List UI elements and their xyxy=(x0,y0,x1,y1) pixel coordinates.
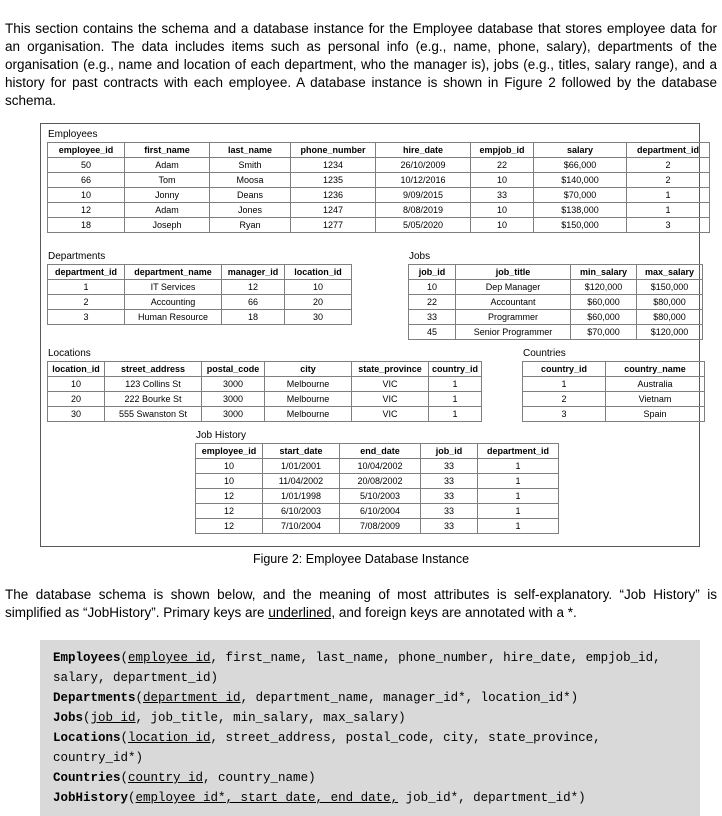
table-cell: 30 xyxy=(48,407,105,422)
countries-table-title: Countries xyxy=(523,348,566,359)
table-cell: 1 xyxy=(478,504,559,519)
text-segment: job_id xyxy=(90,711,136,725)
table-cell: 22 xyxy=(409,295,456,310)
table-row xyxy=(48,280,352,295)
table-cell: 33 xyxy=(421,504,478,519)
table-cell: $120,000 xyxy=(637,325,703,340)
column-header: last_name xyxy=(210,143,291,158)
table-cell: 50 xyxy=(48,158,125,173)
table-cell: IT Services xyxy=(125,280,222,295)
departments-table xyxy=(47,264,352,325)
locations-table-group xyxy=(47,348,482,422)
table-cell: VIC xyxy=(352,392,429,407)
table-cell: 1235 xyxy=(291,173,376,188)
schema-line-jobhistory xyxy=(53,788,687,808)
table-cell: 33 xyxy=(409,310,456,325)
table-cell: Melbourne xyxy=(265,407,352,422)
table-cell: Smith xyxy=(210,158,291,173)
table-cell: 12 xyxy=(196,504,263,519)
table-cell: $70,000 xyxy=(571,325,637,340)
table-row xyxy=(196,489,559,504)
text-segment: and foreign keys are annotated with a *. xyxy=(335,605,577,620)
table-row xyxy=(196,504,559,519)
table-cell: 2 xyxy=(627,158,710,173)
table-row xyxy=(48,188,710,203)
text-segment: location_id xyxy=(128,731,211,745)
table-cell: Accounting xyxy=(125,295,222,310)
table-cell: 10 xyxy=(471,173,534,188)
table-row xyxy=(523,407,705,422)
table-cell: 8/08/2019 xyxy=(376,203,471,218)
table-cell: Adam xyxy=(125,203,210,218)
text-segment: ( xyxy=(120,731,129,745)
table-cell: 20/08/2002 xyxy=(340,474,421,489)
column-header: department_id xyxy=(627,143,710,158)
table-cell: 18 xyxy=(222,310,285,325)
locations-table xyxy=(47,361,482,422)
table-row xyxy=(409,325,703,340)
table-cell: 10/12/2016 xyxy=(376,173,471,188)
text-segment: Jobs xyxy=(53,711,84,725)
table-cell: 1 xyxy=(627,203,710,218)
departments-table-group xyxy=(47,251,352,325)
column-header: department_id xyxy=(48,265,125,280)
text-segment: The database schema is shown below, and the meaning of most attributes is self-explanatory. “Job History” is simplified as “JobHistory”. Primary keys are xyxy=(5,587,717,620)
schema-line-departments xyxy=(53,688,687,708)
table-cell: 3000 xyxy=(202,377,265,392)
table-row xyxy=(48,295,352,310)
table-cell: Dep Manager xyxy=(456,280,571,295)
table-row xyxy=(48,407,482,422)
table-cell: 1 xyxy=(48,280,125,295)
table-cell: 10 xyxy=(48,377,105,392)
employees-table-group xyxy=(47,129,710,233)
table-cell: 6/10/2003 xyxy=(263,504,340,519)
header-row xyxy=(409,265,703,280)
table-cell: 11/04/2002 xyxy=(263,474,340,489)
table-row xyxy=(409,280,703,295)
table-cell: $140,000 xyxy=(534,173,627,188)
text-segment: ( xyxy=(128,791,136,805)
text-segment: job_id*, department_id*) xyxy=(398,791,586,805)
column-header: country_name xyxy=(606,362,705,377)
text-segment: Departments xyxy=(53,691,136,705)
table-row xyxy=(48,203,710,218)
table-cell: $66,000 xyxy=(534,158,627,173)
column-header: empjob_id xyxy=(471,143,534,158)
locations-table-title: Locations xyxy=(48,348,91,359)
schema-line-jobs xyxy=(53,708,687,728)
table-cell: Jones xyxy=(210,203,291,218)
table-cell: 1 xyxy=(523,377,606,392)
table-cell: 1234 xyxy=(291,158,376,173)
text-segment: , first_name, last_name, phone_number, hire_date, empjob_id, salary, department_id) xyxy=(53,651,661,685)
header-row xyxy=(48,143,710,158)
table-cell: VIC xyxy=(352,407,429,422)
text-segment: country_id xyxy=(128,771,204,785)
table-cell: 10 xyxy=(285,280,352,295)
text-segment: Employees xyxy=(53,651,121,665)
figure-box xyxy=(40,123,700,547)
table-cell: 3000 xyxy=(202,392,265,407)
table-cell: 18 xyxy=(48,218,125,233)
column-header: location_id xyxy=(48,362,105,377)
table-cell: $150,000 xyxy=(534,218,627,233)
column-header: postal_code xyxy=(202,362,265,377)
schema-paragraph xyxy=(5,586,717,622)
table-cell: Vietnam xyxy=(606,392,705,407)
column-header: phone_number xyxy=(291,143,376,158)
table-row xyxy=(48,218,710,233)
table-cell: Joseph xyxy=(125,218,210,233)
column-header: country_id xyxy=(523,362,606,377)
table-cell: 2 xyxy=(48,295,125,310)
table-cell: 66 xyxy=(48,173,125,188)
column-header: hire_date xyxy=(376,143,471,158)
table-cell: 1 xyxy=(429,407,482,422)
table-cell: 1 xyxy=(478,519,559,534)
jobs-table-title: Jobs xyxy=(409,251,431,262)
table-cell: 1 xyxy=(478,474,559,489)
employees-table-title: Employees xyxy=(48,129,98,140)
table-row xyxy=(523,377,705,392)
table-row xyxy=(196,519,559,534)
text-segment: department_id xyxy=(143,691,241,705)
column-header: job_id xyxy=(421,444,478,459)
jobs-table xyxy=(408,264,703,340)
table-cell: 555 Swanston St xyxy=(105,407,202,422)
table-cell: 12 xyxy=(222,280,285,295)
table-cell: $150,000 xyxy=(637,280,703,295)
figure-row-locations-countries xyxy=(47,348,693,422)
column-header: country_id xyxy=(429,362,482,377)
column-header: location_id xyxy=(285,265,352,280)
text-segment: employee_id xyxy=(128,651,211,665)
table-cell: 33 xyxy=(421,459,478,474)
table-cell: Senior Programmer xyxy=(456,325,571,340)
table-cell: Australia xyxy=(606,377,705,392)
table-cell: 1/01/1998 xyxy=(263,489,340,504)
column-header: job_id xyxy=(409,265,456,280)
column-header: first_name xyxy=(125,143,210,158)
table-cell: 26/10/2009 xyxy=(376,158,471,173)
table-cell: 1236 xyxy=(291,188,376,203)
text-segment: ( xyxy=(120,771,129,785)
table-cell: $80,000 xyxy=(637,295,703,310)
header-row xyxy=(48,265,352,280)
table-cell: 1 xyxy=(478,489,559,504)
text-segment: JobHistory xyxy=(53,791,129,805)
table-cell: 10 xyxy=(409,280,456,295)
table-row xyxy=(48,392,482,407)
table-cell: 33 xyxy=(421,519,478,534)
text-segment: , country_name) xyxy=(203,771,316,785)
table-cell: 1247 xyxy=(291,203,376,218)
table-cell: 20 xyxy=(48,392,105,407)
table-cell: Deans xyxy=(210,188,291,203)
table-cell: $60,000 xyxy=(571,295,637,310)
table-cell: 1 xyxy=(429,377,482,392)
table-cell: VIC xyxy=(352,377,429,392)
table-row xyxy=(409,295,703,310)
table-cell: 5/10/2003 xyxy=(340,489,421,504)
figure-row-departments-jobs xyxy=(47,251,693,340)
table-cell: Adam xyxy=(125,158,210,173)
employees-table xyxy=(47,142,710,233)
schema-line-countries xyxy=(53,768,687,788)
column-header: manager_id xyxy=(222,265,285,280)
table-cell: 7/08/2009 xyxy=(340,519,421,534)
table-cell: 66 xyxy=(222,295,285,310)
column-header: employee_id xyxy=(48,143,125,158)
figure-caption: Figure 2: Employee Database Instance xyxy=(252,552,470,566)
column-header: state_province xyxy=(352,362,429,377)
table-cell: 12 xyxy=(196,519,263,534)
jobs-table-group xyxy=(408,251,703,340)
figure-row-job-history xyxy=(47,430,693,534)
schema-line-locations xyxy=(53,728,687,768)
table-cell: $138,000 xyxy=(534,203,627,218)
table-cell: 1277 xyxy=(291,218,376,233)
schema-line-employees xyxy=(53,648,687,688)
table-cell: 6/10/2004 xyxy=(340,504,421,519)
table-cell: 1 xyxy=(627,188,710,203)
countries-table-group xyxy=(522,348,705,422)
table-cell: 10/04/2002 xyxy=(340,459,421,474)
text-segment: ( xyxy=(135,691,144,705)
column-header: job_title xyxy=(456,265,571,280)
job-history-table-group xyxy=(195,430,559,534)
table-cell: Spain xyxy=(606,407,705,422)
table-cell: 10 xyxy=(48,188,125,203)
table-cell: 10 xyxy=(196,474,263,489)
job-history-table xyxy=(195,443,559,534)
table-cell: $120,000 xyxy=(571,280,637,295)
table-cell: 12 xyxy=(48,203,125,218)
table-cell: Ryan xyxy=(210,218,291,233)
table-cell: 7/10/2004 xyxy=(263,519,340,534)
table-cell: Melbourne xyxy=(265,377,352,392)
table-cell: 33 xyxy=(471,188,534,203)
text-segment: Countries xyxy=(53,771,121,785)
schema-block xyxy=(40,640,700,816)
column-header: max_salary xyxy=(637,265,703,280)
text-segment: ( xyxy=(120,651,129,665)
table-row xyxy=(523,392,705,407)
table-cell: 3 xyxy=(627,218,710,233)
figure-row-employees xyxy=(47,129,699,233)
table-cell: $80,000 xyxy=(637,310,703,325)
column-header: employee_id xyxy=(196,444,263,459)
text-segment: , street_address, postal_code, city, state_province, country_id*) xyxy=(53,731,601,765)
table-cell: Human Resource xyxy=(125,310,222,325)
intro-paragraph: This section contains the schema and a database instance for the Employee database that stores employee data for an organisation. The data includes items such as personal info (e.g., name, phone, salary), departments of the organisation (e.g., name and location of each department, who the manager is), jobs (e.g., titles, salary range), and a history for past contracts with each employee. A database instance is shown in Figure 2 followed by the database schema. xyxy=(5,20,717,108)
header-row xyxy=(48,362,482,377)
column-header: end_date xyxy=(340,444,421,459)
text-segment: underlined, xyxy=(268,605,336,620)
table-row xyxy=(196,474,559,489)
column-header: department_id xyxy=(478,444,559,459)
column-header: street_address xyxy=(105,362,202,377)
departments-table-title: Departments xyxy=(48,251,106,262)
column-header: salary xyxy=(534,143,627,158)
table-cell: 33 xyxy=(421,474,478,489)
header-row xyxy=(523,362,705,377)
table-row xyxy=(48,310,352,325)
table-cell: 10 xyxy=(471,203,534,218)
table-cell: 10 xyxy=(471,218,534,233)
table-cell: 3 xyxy=(48,310,125,325)
text-segment: , job_title, min_salary, max_salary) xyxy=(135,711,406,725)
table-cell: 5/05/2020 xyxy=(376,218,471,233)
table-cell: 3000 xyxy=(202,407,265,422)
table-cell: Accountant xyxy=(456,295,571,310)
table-cell: $60,000 xyxy=(571,310,637,325)
table-cell: $70,000 xyxy=(534,188,627,203)
table-cell: 22 xyxy=(471,158,534,173)
table-cell: Programmer xyxy=(456,310,571,325)
table-cell: 10 xyxy=(196,459,263,474)
table-row xyxy=(48,173,710,188)
table-cell: Melbourne xyxy=(265,392,352,407)
table-row xyxy=(409,310,703,325)
table-cell: 3 xyxy=(523,407,606,422)
text-segment: , department_name, manager_id*, location_id*) xyxy=(240,691,579,705)
column-header: start_date xyxy=(263,444,340,459)
table-row xyxy=(196,459,559,474)
text-segment: ( xyxy=(83,711,91,725)
table-row xyxy=(48,158,710,173)
text-segment: Locations xyxy=(53,731,121,745)
job-history-table-title: Job History xyxy=(196,430,247,441)
text-segment: employee_id*, start_date, end_date, xyxy=(135,791,399,805)
column-header: city xyxy=(265,362,352,377)
column-header: department_name xyxy=(125,265,222,280)
table-cell: 1/01/2001 xyxy=(263,459,340,474)
table-cell: 2 xyxy=(523,392,606,407)
column-header: min_salary xyxy=(571,265,637,280)
table-cell: 33 xyxy=(421,489,478,504)
countries-table xyxy=(522,361,705,422)
table-cell: 20 xyxy=(285,295,352,310)
table-cell: Moosa xyxy=(210,173,291,188)
table-cell: 222 Bourke St xyxy=(105,392,202,407)
table-cell: 9/09/2015 xyxy=(376,188,471,203)
table-row xyxy=(48,377,482,392)
table-cell: Tom xyxy=(125,173,210,188)
table-cell: 1 xyxy=(478,459,559,474)
table-cell: 2 xyxy=(627,173,710,188)
table-cell: 30 xyxy=(285,310,352,325)
table-cell: 45 xyxy=(409,325,456,340)
table-cell: 1 xyxy=(429,392,482,407)
table-cell: Jonny xyxy=(125,188,210,203)
header-row xyxy=(196,444,559,459)
table-cell: 123 Collins St xyxy=(105,377,202,392)
table-cell: 12 xyxy=(196,489,263,504)
